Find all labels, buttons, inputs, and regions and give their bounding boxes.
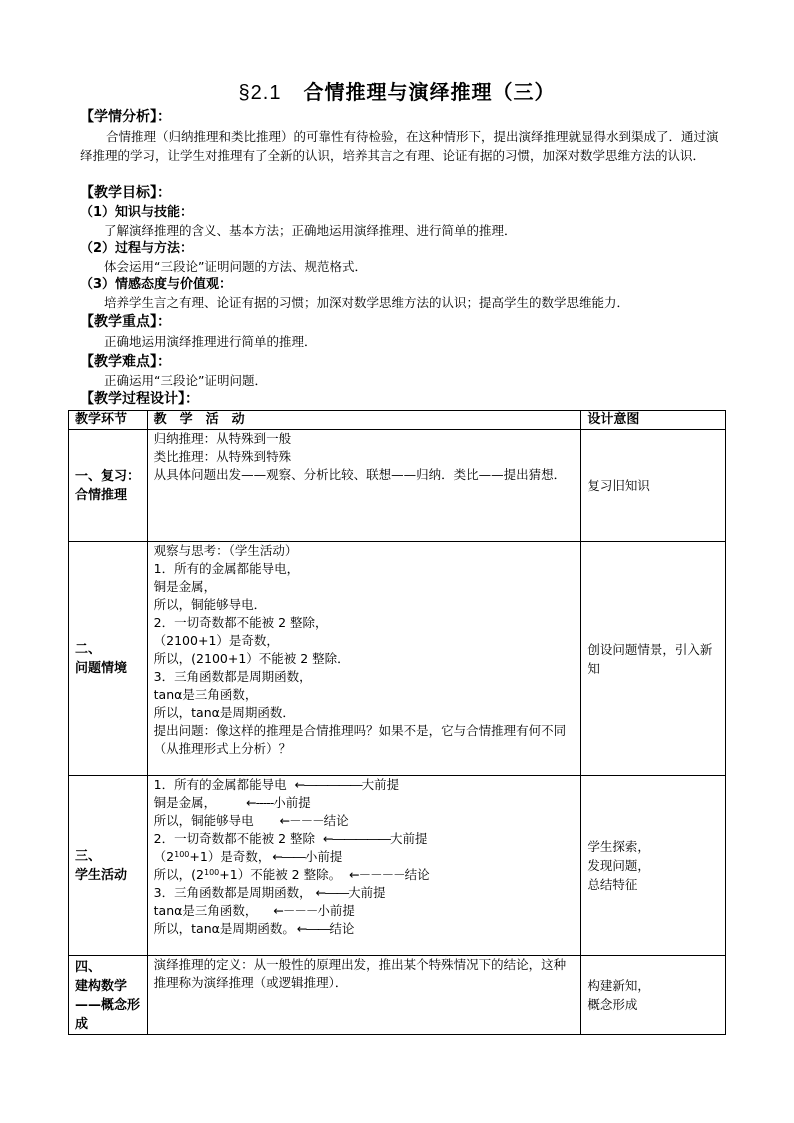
xueqing-text: 合情推理（归纳推理和类比推理）的可靠性有待检验，在这种情形下，提出演绎推理就显得水到渠成了．通过演绎推理的学习，让学生对推理有了全新的认识，培养其言之有理、论证有据的习惯，加深对数学思维方法的认识．	[80, 129, 719, 163]
stage-label-line: 四、	[75, 960, 102, 975]
nandian-text: 正确运用“三段论”证明问题．	[104, 373, 267, 388]
activity-cell	[147, 776, 581, 956]
table-row	[69, 776, 726, 956]
activity-line: 铜是金属，	[153, 579, 217, 594]
stage-cell	[69, 776, 148, 956]
objective-1-text: 了解演绎推理的含义、基本方法；正确地运用演绎推理、进行简单的推理．	[104, 223, 517, 238]
activity-line: 演绎推理的定义：从一般性的原理出发，推出某个特殊情况下的结论，这种推理称为演绎推理（或逻辑推理）．	[153, 957, 567, 990]
arrow-icon: ←――	[315, 885, 349, 900]
stage-label-line: 学生活动	[75, 867, 128, 883]
zhongdian-text: 正确地运用演绎推理进行简单的推理．	[104, 334, 317, 349]
table-row	[69, 542, 726, 776]
activity-cell	[147, 956, 581, 1035]
objective-2-text: 体会运用“三段论”证明问题的方法、规范格式．	[104, 259, 367, 274]
stage-cell	[69, 430, 148, 542]
arrow-icon: ←――	[272, 849, 305, 864]
activity-line: 类比推理：从特殊到特殊	[153, 449, 292, 464]
intent-cell	[581, 956, 726, 1035]
activity-line: 所以，tanα是周期函数．	[153, 705, 295, 720]
arrow-icon: ←－－－	[279, 813, 324, 828]
table-header-row	[69, 411, 726, 430]
stage-label-line: 建构数学	[75, 979, 128, 994]
activity-line: 3．三角函数都是周期函数，	[153, 669, 312, 684]
objective-3-text: 培养学生言之有理、论证有据的习惯；加深对数学思维方法的认识；提高学生的数学思维能力．	[104, 295, 630, 310]
intent-cell: 复习旧知识	[581, 430, 726, 542]
objective-3-label: （3）情感态度与价值观：	[80, 277, 233, 292]
arrow-icon: ←-----	[246, 795, 274, 810]
objective-2-label: （2）过程与方法：	[80, 241, 194, 256]
syllogism-line: 2．一切奇数都不能被 2 整除 ←―――――大前提	[153, 831, 428, 846]
activity-line: 所以，(2100+1）不能被 2 整除．	[153, 651, 350, 666]
intent-line: 总结特征	[587, 877, 638, 892]
stage-label-line: ——概念形	[75, 998, 141, 1013]
intent-cell	[581, 776, 726, 956]
objective-1-label: （1）知识与技能：	[80, 205, 194, 220]
intent-line: 概念形成	[587, 997, 638, 1012]
arrow-icon: ←―――――	[294, 777, 362, 792]
header-activity: 教 学 活 动	[147, 411, 581, 430]
activity-line: （2100+1）是奇数，	[153, 633, 279, 648]
intent-cell: 创设问题情景，引入新知	[581, 542, 726, 776]
title-text: 合情推理与演绎推理（三）	[303, 80, 556, 104]
activity-cell	[147, 430, 581, 542]
activity-line: 2．一切奇数都不能被 2 整除，	[153, 615, 328, 630]
syllogism-line: 所以，铜能够导电 ←－－－结论	[153, 813, 349, 828]
activity-line: 从具体问题出发——观察、分析比较、联想——归纳．类比——提出猜想．	[153, 467, 567, 482]
stage-label-line: 二、	[75, 641, 102, 657]
stage-label: 一、复习： 合情推理	[75, 468, 141, 503]
section-number: §2.1	[238, 82, 282, 104]
heading-guocheng: 【教学过程设计】：	[80, 391, 199, 407]
stage-cell	[69, 542, 148, 776]
syllogism-line: $(2^{100}+1)$是奇数， ←――小前提	[153, 849, 343, 864]
intent-line: 学生探索，	[587, 839, 650, 854]
stage-label-line: 三、	[75, 848, 102, 864]
process-table	[68, 410, 726, 1035]
syllogism-line: 所以，$(2^{100}+1)$不能被 2 整除。 ←－－－－结论	[153, 867, 430, 882]
activity-cell	[147, 542, 581, 776]
activity-line: 提出问题：像这样的推理是合情推理吗？如果不是，它与合情推理有何不同（从推理形式上分析）？	[153, 723, 567, 756]
arrow-icon: ←－－－	[273, 903, 318, 918]
activity-line: 1．所有的金属都能导电，	[153, 561, 300, 576]
intent-line: 构建新知，	[587, 978, 650, 993]
header-intent: 设计意图	[581, 411, 726, 430]
heading-mubiao: 【教学目标】：	[80, 185, 171, 201]
stage-label-line: 成	[75, 1017, 89, 1032]
heading-zhongdian: 【教学重点】：	[80, 314, 171, 330]
activity-line: 所以，铜能够导电．	[153, 597, 267, 612]
activity-line: 归纳推理：从特殊到一般	[153, 431, 292, 446]
syllogism-line: 3．三角函数都是周期函数， ←――大前提	[153, 885, 386, 900]
activity-line: tanα是三角函数，	[153, 687, 258, 702]
intent-line: 发现问题，	[587, 858, 650, 873]
stage-label-line: 问题情境	[75, 660, 128, 676]
table-row	[69, 430, 726, 542]
heading-xueqing: 【学情分析】：	[80, 109, 171, 125]
syllogism-line: 1．所有的金属都能导电 ←―――――大前提	[153, 777, 400, 792]
arrow-icon: ←－－－－	[349, 867, 405, 882]
page-title	[0, 76, 794, 105]
arrow-icon: ←――	[296, 921, 330, 936]
header-stage: 教学环节	[69, 411, 148, 430]
syllogism-line: 所以，tanα是周期函数。 ←――结论	[153, 921, 355, 936]
stage-cell	[69, 956, 148, 1035]
arrow-icon: ←―――――	[323, 831, 390, 846]
table-row	[69, 956, 726, 1035]
syllogism-line: tanα是三角函数， ←－－－小前提	[153, 903, 355, 918]
activity-line: 观察与思考：（学生活动）	[153, 543, 298, 558]
heading-nandian: 【教学难点】：	[80, 354, 171, 370]
syllogism-line: 铜是金属， ←-----小前提	[153, 795, 311, 810]
